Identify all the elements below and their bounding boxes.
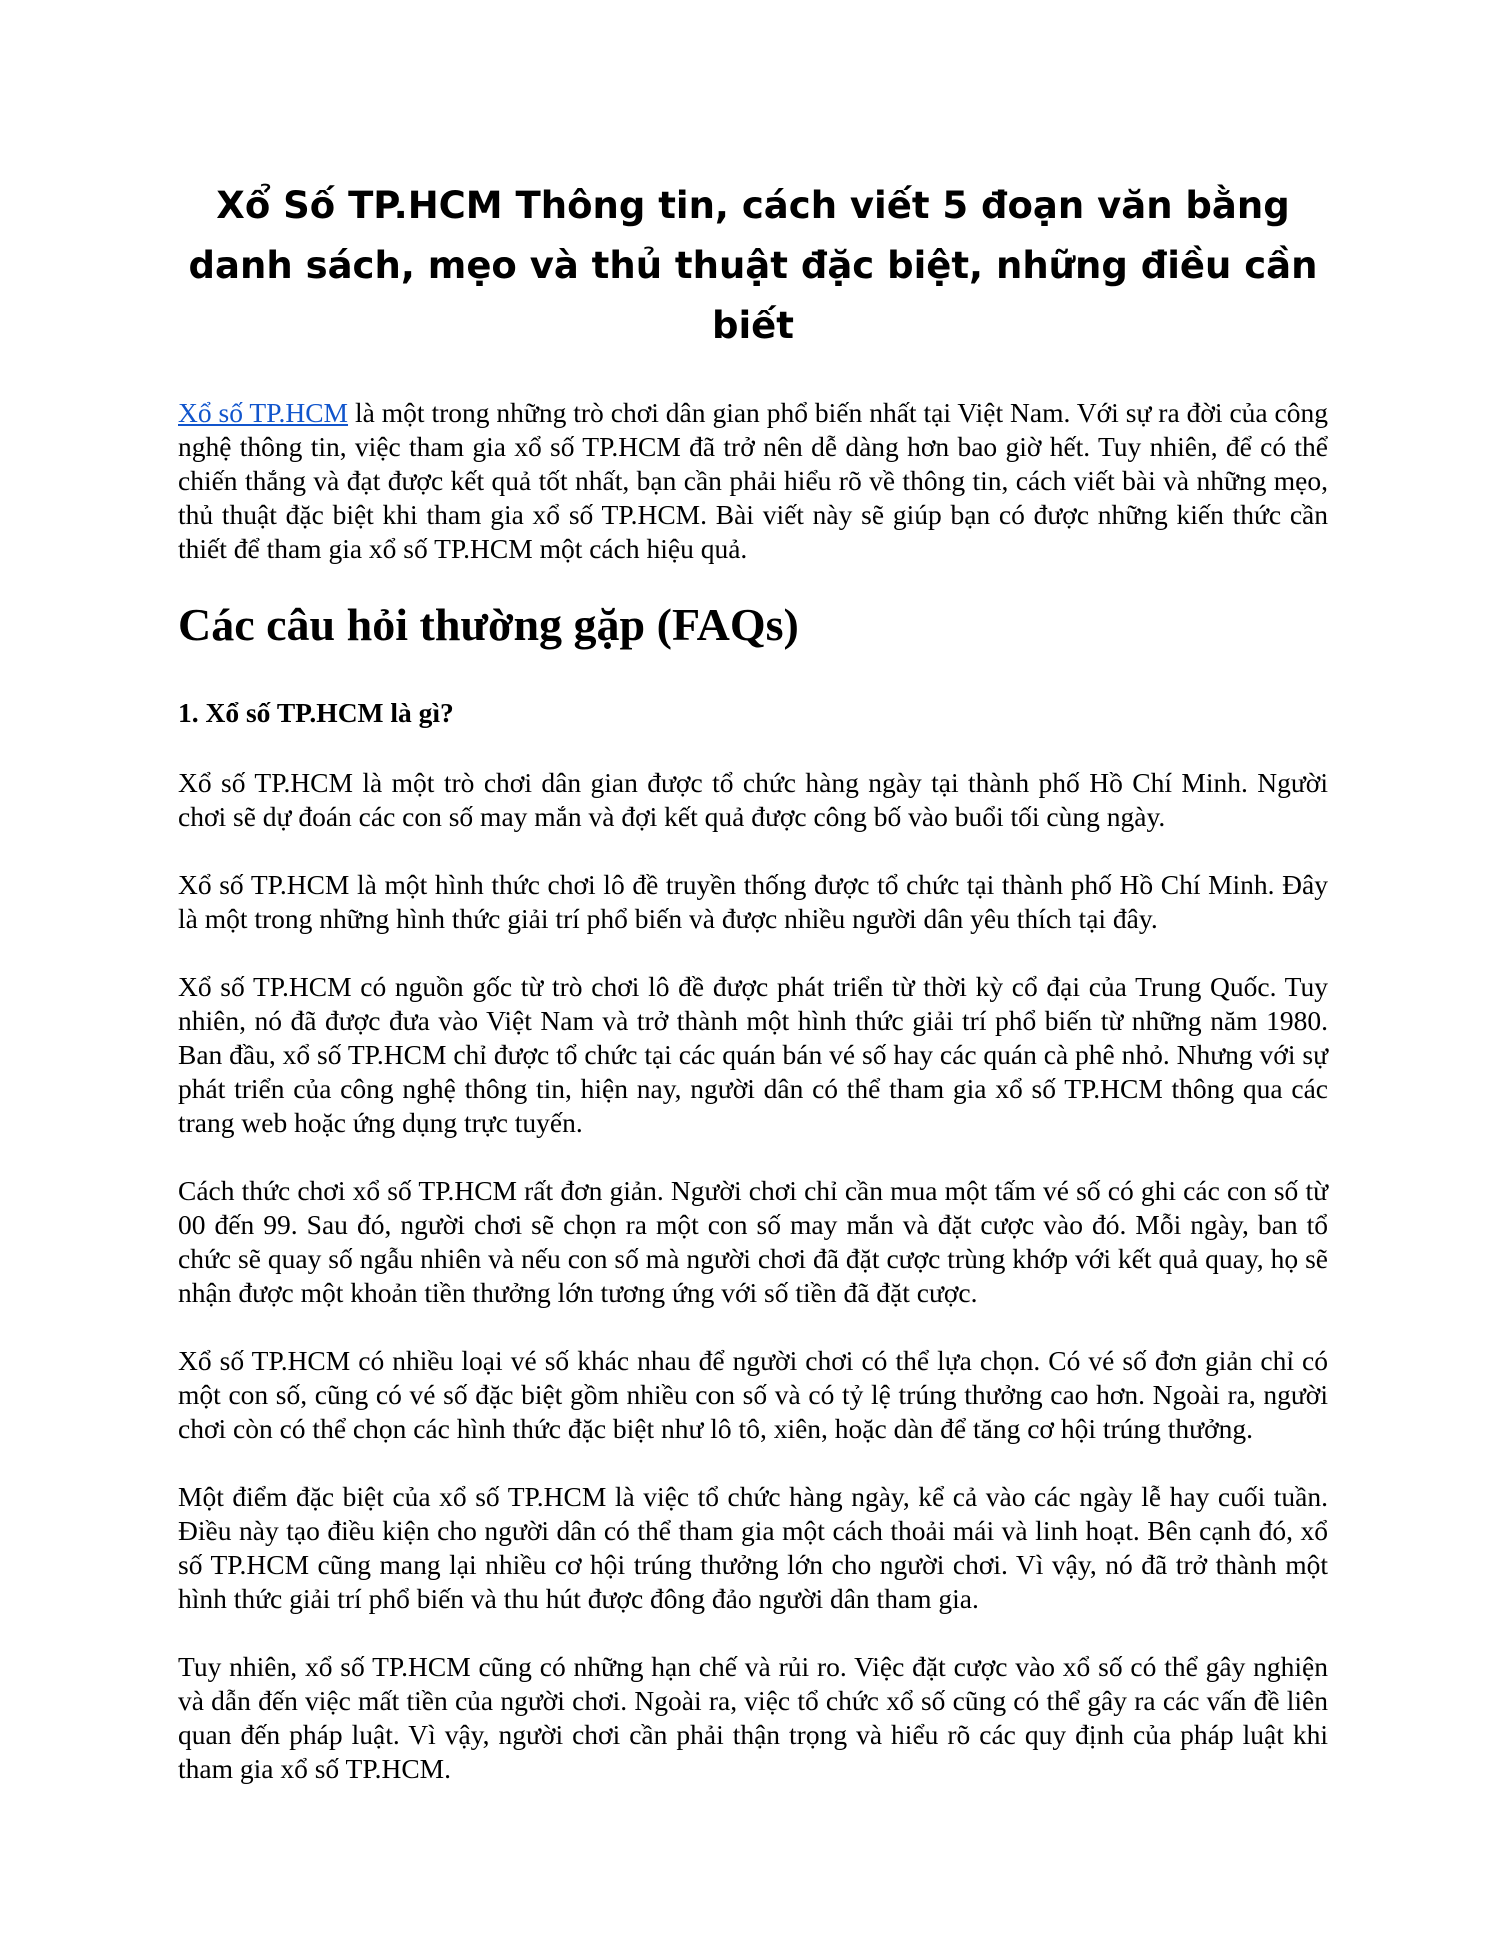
faq-heading: Các câu hỏi thường gặp (FAQs) xyxy=(178,599,799,650)
paragraph: Xổ số TP.HCM có nguồn gốc từ trò chơi lô đề được phát triển từ thời kỳ cổ đại của Trung Quốc. Tuy nhiên, nó đã được đưa vào Việt Nam và trở thành một hình thức giải trí phổ biến từ những năm 1980. Ban đầu, xổ số TP.HCM chỉ được tổ chức tại các quán bán vé số hay các quán cà phê nhỏ. Nhưng với sự phát triển của công nghệ thông tin, hiện nay, người dân có thể tham gia xổ số TP.HCM thông qua các trang web hoặc ứng dụng trực tuyến. xyxy=(178,971,1328,1138)
paragraph: Tuy nhiên, xổ số TP.HCM cũng có những hạn chế và rủi ro. Việc đặt cược vào xổ số có thể gây nghiện và dẫn đến việc mất tiền của người chơi. Ngoài ra, việc tổ chức xổ số cũng có thể gây ra các vấn đề liên quan đến pháp luật. Vì vậy, người chơi cần phải thận trọng và hiểu rõ các quy định của pháp luật khi tham gia xổ số TP.HCM. xyxy=(178,1651,1328,1784)
paragraph: Xổ số TP.HCM là một hình thức chơi lô đề truyền thống được tổ chức tại thành phố Hồ Chí Minh. Đây là một trong những hình thức giải trí phổ biến và được nhiều người dân yêu thích tại đây. xyxy=(178,869,1328,934)
intro-paragraph xyxy=(178,396,1328,566)
faq-question: 1. Xổ số TP.HCM là gì? xyxy=(178,697,454,728)
xo-so-tphcm-link[interactable]: Xổ số TP.HCM xyxy=(178,397,349,428)
intro-text: là một trong những trò chơi dân gian phổ biến nhất tại Việt Nam. Với sự ra đời của công nghệ thông tin, việc tham gia xổ số TP.HCM đã trở nên dễ dàng hơn bao giờ hết. Tuy nhiên, để có thể chiến thắng và đạt được kết quả tốt nhất, bạn cần phải hiểu rõ về thông tin, cách viết bài và những mẹo, thủ thuật đặc biệt khi tham gia xổ số TP.HCM. Bài viết này sẽ giúp bạn có được những kiến thức cần thiết để tham gia xổ số TP.HCM một cách hiệu quả. xyxy=(178,397,1329,564)
document-title: Xổ Số TP.HCM Thông tin, cách viết 5 đoạn văn bằng danh sách, mẹo và thủ thuật đặc biệt, những điều cần biết xyxy=(188,184,1318,347)
paragraph: Một điểm đặc biệt của xổ số TP.HCM là việc tổ chức hàng ngày, kể cả vào các ngày lễ hay cuối tuần. Điều này tạo điều kiện cho người dân có thể tham gia một cách thoải mái và linh hoạt. Bên cạnh đó, xổ số TP.HCM cũng mang lại nhiều cơ hội trúng thưởng lớn cho người chơi. Vì vậy, nó đã trở thành một hình thức giải trí phổ biến và thu hút được đông đảo người dân tham gia. xyxy=(178,1481,1328,1614)
paragraph: Cách thức chơi xổ số TP.HCM rất đơn giản. Người chơi chỉ cần mua một tấm vé số có ghi các con số từ 00 đến 99. Sau đó, người chơi sẽ chọn ra một con số may mắn và đặt cược vào đó. Mỗi ngày, ban tổ chức sẽ quay số ngẫu nhiên và nếu con số mà người chơi đã đặt cược trùng khớp với kết quả quay, họ sẽ nhận được một khoản tiền thưởng lớn tương ứng với số tiền đã đặt cược. xyxy=(178,1175,1328,1308)
document-content xyxy=(178,176,1328,1820)
paragraph: Xổ số TP.HCM có nhiều loại vé số khác nhau để người chơi có thể lựa chọn. Có vé số đơn giản chỉ có một con số, cũng có vé số đặc biệt gồm nhiều con số và có tỷ lệ trúng thưởng cao hơn. Ngoài ra, người chơi còn có thể chọn các hình thức đặc biệt như lô tô, xiên, hoặc dàn để tăng cơ hội trúng thưởng. xyxy=(178,1345,1328,1444)
paragraph: Xổ số TP.HCM là một trò chơi dân gian được tổ chức hàng ngày tại thành phố Hồ Chí Minh. Người chơi sẽ dự đoán các con số may mắn và đợi kết quả được công bố vào buổi tối cùng ngày. xyxy=(178,767,1328,832)
